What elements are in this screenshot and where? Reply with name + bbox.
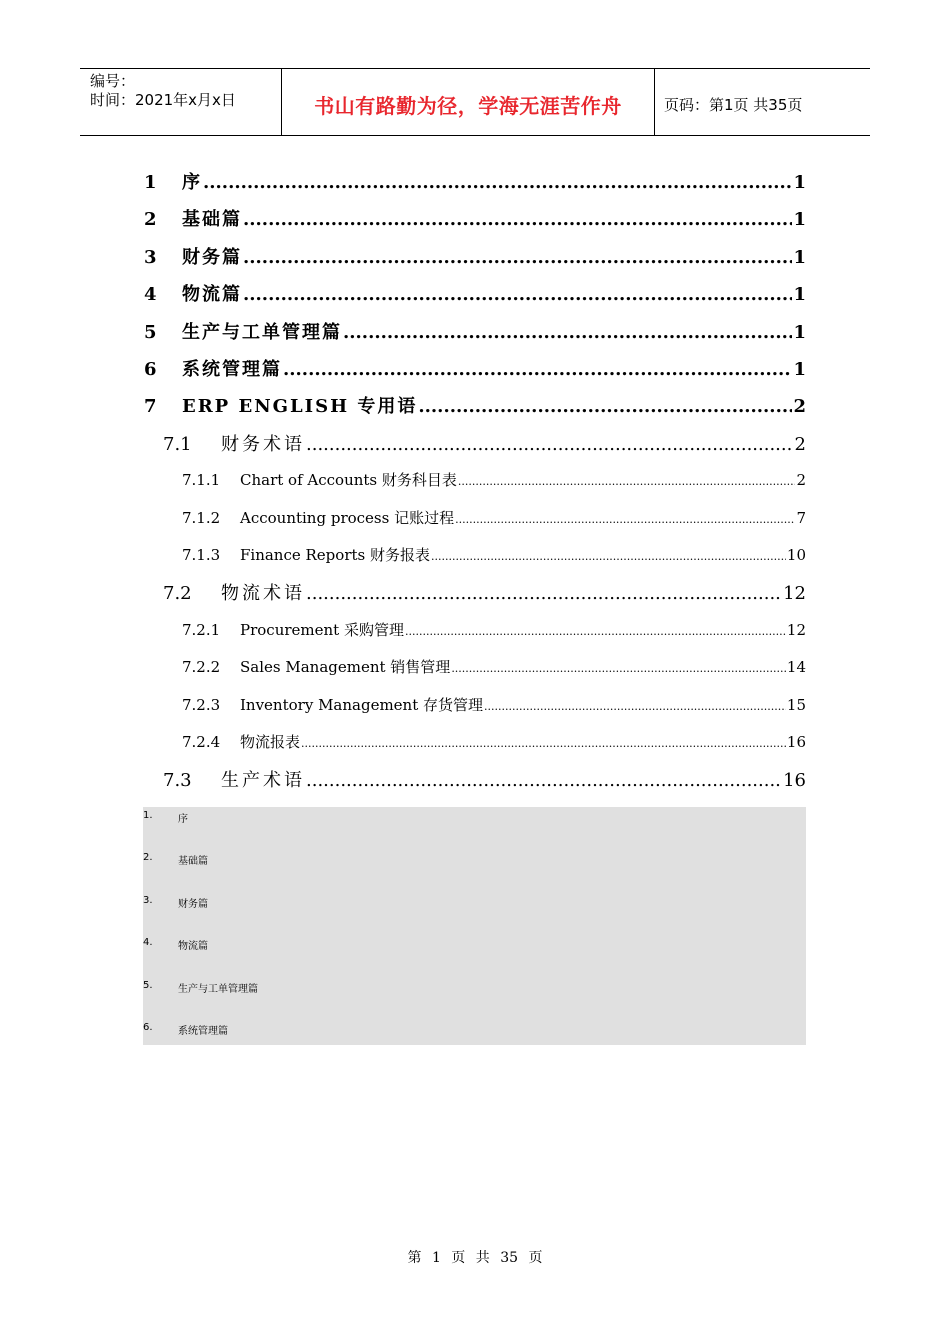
- toc-entry-page: 16: [783, 770, 806, 791]
- motto-text: 书山有路勤为径，学海无涯苦作舟: [314, 93, 622, 118]
- toc-entry-number: 2: [144, 209, 157, 230]
- toc-entry-number: 7.1: [163, 434, 192, 455]
- toc-entry-title: 物流报表: [240, 733, 301, 751]
- toc-entry-title: ERP ENGLISH 专用语: [182, 396, 418, 417]
- toc-entry[interactable]: [144, 392, 806, 416]
- toc-entry-title: 生产术语: [221, 770, 305, 791]
- toc-entry[interactable]: [182, 656, 806, 676]
- outline-item[interactable]: [143, 980, 258, 995]
- time-label: 时间：2021年x月x日: [90, 91, 236, 109]
- header-meta-cell: [80, 69, 282, 135]
- header-page-cell: [655, 69, 870, 135]
- toc-entry-page: 14: [786, 658, 806, 676]
- toc-entry-title: 序: [182, 172, 202, 193]
- toc-entry[interactable]: [144, 355, 806, 379]
- outline-item-title: 系统管理篇: [178, 1026, 228, 1037]
- outline-item-number: 4.: [143, 937, 153, 949]
- toc-entry-title: Accounting process 记账过程: [240, 509, 455, 527]
- toc-entry[interactable]: [144, 168, 806, 192]
- toc-entry[interactable]: [182, 731, 806, 751]
- toc-dot-leader: [458, 475, 796, 488]
- toc-entry-number: 3: [144, 247, 157, 268]
- toc-entry[interactable]: [182, 544, 806, 564]
- toc-dot-leader: [343, 322, 792, 343]
- toc-entry-number: 7.1.3: [182, 546, 221, 564]
- toc-entry-number: 1: [144, 172, 157, 193]
- toc-dot-leader: [484, 700, 786, 713]
- toc-entry-title: 财务篇: [182, 247, 242, 268]
- toc-entry-number: 7.3: [163, 770, 192, 791]
- toc-entry[interactable]: [144, 280, 806, 304]
- toc-entry-title: Finance Reports 财务报表: [240, 546, 430, 564]
- toc-dot-leader: [306, 434, 794, 455]
- toc-entry-page: 1: [793, 284, 806, 305]
- outline-item-number: 3.: [143, 894, 153, 906]
- toc-entry[interactable]: [163, 766, 806, 790]
- toc-entry[interactable]: [182, 619, 806, 639]
- outline-item-number: 5.: [143, 979, 153, 991]
- toc-entry-page: 1: [793, 247, 806, 268]
- outline-item-title: 序: [178, 814, 188, 825]
- toc-entry-number: 7.2.3: [182, 696, 221, 714]
- toc-entry-number: 4: [144, 284, 157, 305]
- toc-entry-number: 7.2: [163, 583, 192, 604]
- toc-entry-title: Chart of Accounts 财务科目表: [240, 471, 457, 489]
- toc-dot-leader: [243, 284, 792, 305]
- toc-dot-leader: [451, 662, 786, 675]
- toc-entry-title: 物流篇: [182, 284, 242, 305]
- toc-entry-page: 1: [793, 322, 806, 343]
- toc-entry[interactable]: [144, 243, 806, 267]
- toc-entry-number: 6: [144, 359, 157, 380]
- toc-entry-title: 物流术语: [221, 583, 305, 604]
- outline-item-title: 财务篇: [178, 898, 208, 910]
- toc-entry-page: 10: [786, 546, 806, 564]
- toc-entry-page: 7: [796, 509, 806, 527]
- outline-item-title: 基础篇: [178, 856, 208, 868]
- toc-entry-title: Procurement 采购管理: [240, 621, 404, 639]
- toc-dot-leader: [306, 583, 782, 604]
- toc-dot-leader: [243, 209, 792, 230]
- outline-item-title: 生产与工单管理篇: [178, 983, 258, 995]
- toc-dot-leader: [283, 359, 792, 380]
- toc-entry-page: 2: [796, 471, 806, 489]
- toc-entry-number: 7.1.2: [182, 509, 221, 527]
- page-label: 页码：第1页 共35页: [664, 95, 803, 114]
- toc-entry-number: 7.2.2: [182, 658, 221, 676]
- toc-entry-page: 12: [783, 583, 806, 604]
- toc-entry[interactable]: [182, 469, 806, 489]
- toc-dot-leader: [405, 625, 786, 638]
- outline-item-title: 物流篇: [178, 941, 208, 953]
- outline-item-number: 6.: [143, 1022, 153, 1033]
- toc-entry-title: 系统管理篇: [182, 359, 282, 380]
- toc-dot-leader: [306, 770, 782, 791]
- serial-label: 编号：: [90, 72, 136, 90]
- toc-entry-page: 16: [786, 733, 806, 751]
- toc-dot-leader: [418, 396, 792, 417]
- outline-item-number: 1.: [143, 810, 153, 821]
- toc-dot-leader: [301, 737, 786, 750]
- toc-entry[interactable]: [163, 430, 806, 454]
- header-motto-cell: [282, 69, 655, 135]
- toc-entry-page: 15: [786, 696, 806, 714]
- toc-entry-title: 生产与工单管理篇: [182, 322, 342, 343]
- toc-dot-leader: [203, 172, 792, 193]
- toc-entry[interactable]: [182, 694, 806, 714]
- toc-entry-page: 1: [793, 359, 806, 380]
- toc-entry[interactable]: [182, 507, 806, 527]
- page-header: [80, 68, 870, 136]
- outline-item[interactable]: [143, 937, 208, 952]
- outline-item[interactable]: [143, 1022, 228, 1037]
- toc-entry[interactable]: [144, 318, 806, 342]
- toc-entry-title: Sales Management 销售管理: [240, 658, 451, 676]
- outline-item[interactable]: [143, 895, 208, 910]
- toc-entry[interactable]: [144, 205, 806, 229]
- toc-dot-leader: [431, 550, 786, 563]
- toc-entry-page: 2: [794, 434, 806, 455]
- toc-dot-leader: [243, 247, 792, 268]
- toc-dot-leader: [455, 513, 795, 526]
- toc-entry-title: 基础篇: [182, 209, 242, 230]
- page-footer: 第 1 页 共 35 页: [407, 1250, 543, 1266]
- toc-entry-number: 7: [144, 396, 157, 417]
- toc-entry-number: 7.2.4: [182, 733, 221, 751]
- toc-entry[interactable]: [163, 579, 806, 603]
- toc-entry-page: 12: [786, 621, 806, 639]
- toc-entry-number: 7.1.1: [182, 471, 221, 489]
- outline-item[interactable]: [143, 810, 188, 825]
- toc-entry-number: 5: [144, 322, 157, 343]
- toc-entry-page: 1: [793, 209, 806, 230]
- toc-entry-title: Inventory Management 存货管理: [240, 696, 484, 714]
- toc-entry-title: 财务术语: [221, 434, 305, 455]
- outline-box: [143, 807, 806, 1045]
- toc-entry-number: 7.2.1: [182, 621, 221, 639]
- toc-entry-page: 2: [793, 396, 806, 417]
- toc-entry-page: 1: [793, 172, 806, 193]
- outline-item[interactable]: [143, 852, 208, 867]
- outline-item-number: 2.: [143, 852, 153, 864]
